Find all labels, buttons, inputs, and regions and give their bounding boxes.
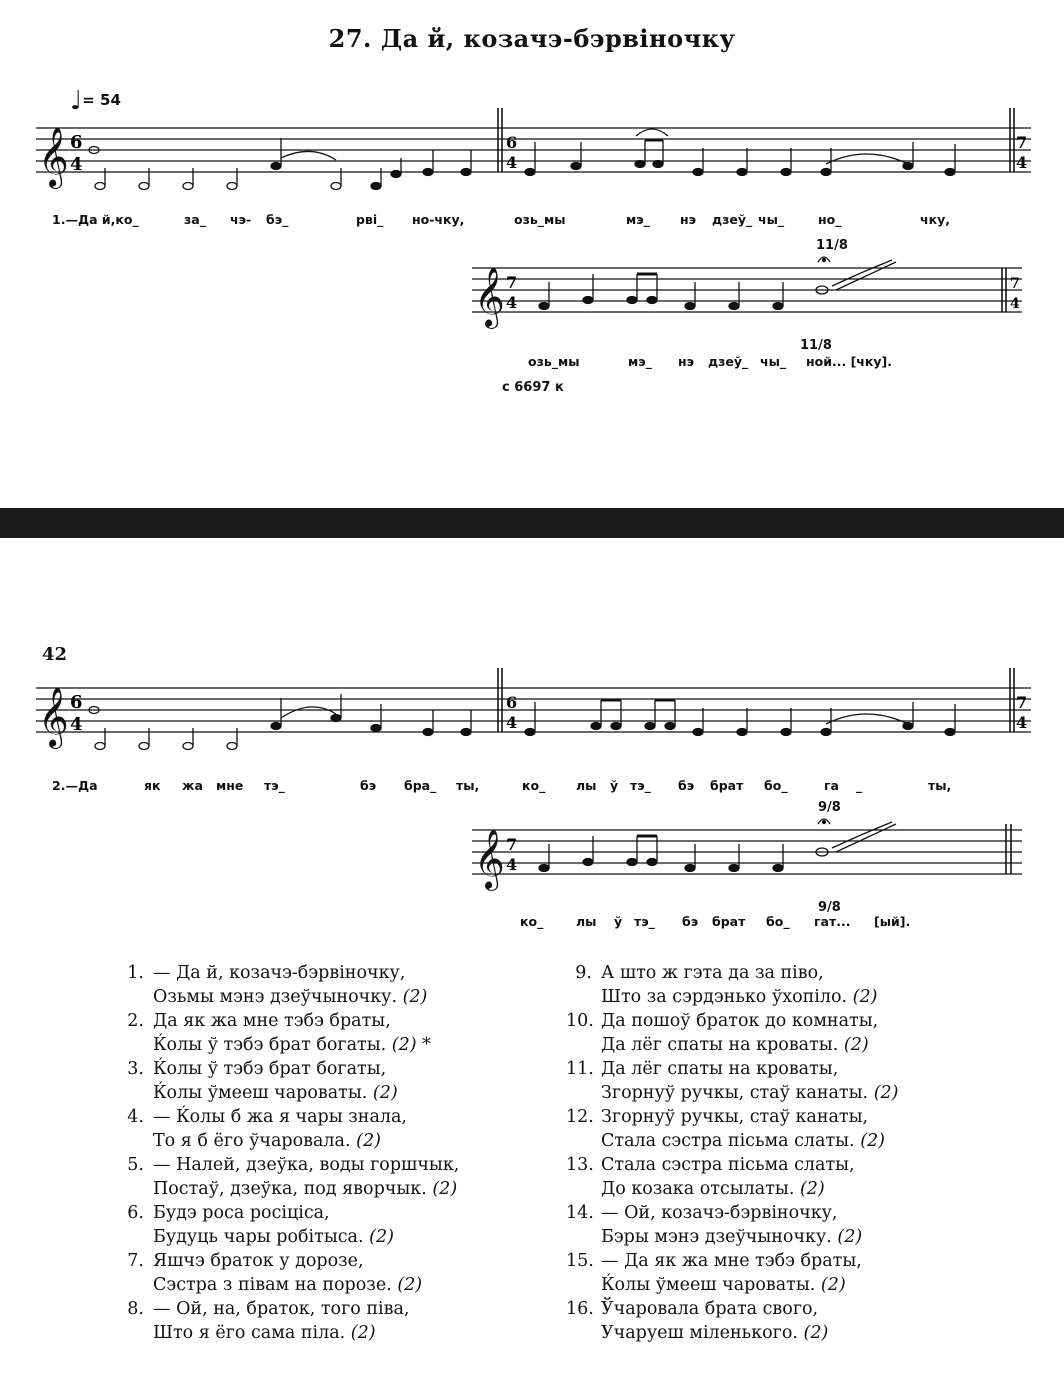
page-number: 42 bbox=[42, 644, 68, 665]
verses-left-column bbox=[118, 962, 558, 1346]
syllable: за_ bbox=[184, 212, 206, 227]
verse: 3. Ќолы ў тэбэ брат богаты, Ќолы ўмееш чароваты. (2) bbox=[127, 1059, 398, 1103]
verse: 8. — Ой, на, браток, того піва, Што я ёго сама піла. (2) bbox=[127, 1299, 410, 1343]
syllable: лы bbox=[576, 914, 597, 929]
svg-text:6: 6 bbox=[70, 692, 83, 713]
syllable: тэ_ bbox=[634, 914, 655, 929]
song-title: 27. Да й, козачэ-бэрвіночку bbox=[328, 24, 736, 53]
svg-text:4: 4 bbox=[506, 713, 518, 732]
svg-text:𝄞: 𝄞 bbox=[38, 127, 69, 187]
tempo-value: = 54 bbox=[82, 91, 121, 109]
syllable: чы_ bbox=[758, 212, 785, 227]
syllable: брат bbox=[710, 778, 744, 793]
syllable: бэ bbox=[682, 914, 699, 929]
svg-text:𝄞: 𝄞 bbox=[38, 687, 69, 747]
verse: 13. Стала сэстра пісьма слаты, До козака отсылаты. (2) bbox=[566, 1155, 855, 1199]
syllable: нэ bbox=[680, 212, 697, 227]
verse: 14. — Ой, козачэ-бэрвіночку, Бэры мэнэ дзеўчыночку. (2) bbox=[566, 1203, 863, 1247]
verse: 15. — Да як жа мне тэбэ браты, Ќолы ўмееш чароваты. (2) bbox=[566, 1251, 862, 1295]
syllable: озь_мы bbox=[528, 354, 580, 369]
svg-text:4: 4 bbox=[1016, 713, 1028, 732]
syllable: мэ_ bbox=[626, 212, 650, 227]
staff-1-row-2 bbox=[472, 252, 1032, 352]
page-divider bbox=[0, 508, 1064, 538]
lyrics-song1-row1 bbox=[52, 212, 1012, 232]
svg-text:7: 7 bbox=[506, 273, 518, 292]
svg-text:7: 7 bbox=[506, 835, 518, 854]
syllable: нэ bbox=[678, 354, 695, 369]
svg-text:6: 6 bbox=[506, 133, 518, 152]
verse: 6. Будэ роса росіціса, Будуць чары робітыса. (2) bbox=[127, 1203, 394, 1247]
fermata-label-2: 9/8 bbox=[818, 800, 841, 815]
syllable: чку, bbox=[920, 212, 950, 227]
syllable: 1.—Да й,ко_ bbox=[52, 212, 139, 227]
verse: 10. Да пошоў браток до комнаты, Да лёг спаты на кроваты. (2) bbox=[566, 1011, 879, 1055]
svg-text:4: 4 bbox=[506, 855, 518, 874]
syllable: дзеў_ bbox=[708, 354, 749, 369]
fermata-label-2-below: 9/8 bbox=[818, 900, 841, 915]
svg-text:𝄞: 𝄞 bbox=[474, 267, 505, 327]
catalog-number: с 6697 к bbox=[502, 380, 564, 395]
verse: 1. — Да й, козачэ-бэрвіночку, Озьмы мэнэ дзеўчыночку. (2) bbox=[127, 963, 428, 1007]
verses-right-column bbox=[566, 962, 1036, 1346]
syllable: дзеў_ bbox=[712, 212, 753, 227]
verse: 2. Да як жа мне тэбэ браты, Ќолы ў тэбэ брат богаты. (2) * bbox=[127, 1011, 431, 1055]
lyrics-song2-row2 bbox=[520, 914, 980, 934]
staff-2-row-2 bbox=[472, 814, 1032, 914]
syllable: ў bbox=[610, 778, 619, 793]
svg-text:7: 7 bbox=[1016, 693, 1028, 712]
syllable: лы bbox=[576, 778, 597, 793]
syllable: брат bbox=[712, 914, 746, 929]
syllable: ной... [чку]. bbox=[806, 354, 892, 369]
syllable: но-чку, bbox=[412, 212, 465, 227]
syllable: бо_ bbox=[766, 914, 790, 929]
svg-text:4: 4 bbox=[1016, 153, 1028, 172]
syllable: ко_ bbox=[520, 914, 544, 929]
syllable: мэ_ bbox=[628, 354, 652, 369]
syllable: чы_ bbox=[760, 354, 787, 369]
syllable: 2.—Да bbox=[52, 778, 98, 793]
verse: 9. А што ж гэта да за піво, Што за сэрдэнько ўхопіло. (2) bbox=[575, 963, 878, 1007]
syllable: бэ bbox=[360, 778, 377, 793]
syllable: но_ bbox=[818, 212, 842, 227]
quarter-note-icon: ♩ bbox=[70, 86, 83, 116]
svg-text:4: 4 bbox=[1010, 296, 1020, 312]
syllable: бэ bbox=[678, 778, 695, 793]
syllable: ты, bbox=[456, 778, 480, 793]
fermata-label-1-below: 11/8 bbox=[800, 338, 832, 353]
lyrics-song2-row1 bbox=[52, 778, 1012, 798]
verse: 16. Ўчаровала брата свого, Учаруеш міленького. (2) bbox=[566, 1299, 829, 1343]
lyrics-song1-row2 bbox=[528, 354, 988, 374]
svg-text:4: 4 bbox=[70, 714, 83, 735]
svg-text:4: 4 bbox=[506, 293, 518, 312]
syllable: ко_ bbox=[522, 778, 546, 793]
syllable: мне bbox=[216, 778, 244, 793]
syllable: бо_ bbox=[764, 778, 788, 793]
verse: 5. — Налей, дзеўка, воды горшчык, Постаў, дзеўка, под яворчык. (2) bbox=[127, 1155, 460, 1199]
staff-2-row-1 bbox=[36, 668, 1036, 776]
syllable: тэ_ bbox=[264, 778, 285, 793]
svg-text:4: 4 bbox=[70, 154, 83, 175]
syllable: чэ- bbox=[230, 212, 252, 227]
fermata-label-1: 11/8 bbox=[816, 238, 848, 253]
svg-text:6: 6 bbox=[70, 132, 83, 153]
syllable: тэ_ bbox=[630, 778, 651, 793]
verse: 12. Згорнуў ручкы, стаў канаты, Стала сэстра пісьма слаты. (2) bbox=[566, 1107, 885, 1151]
staff-1-row-1 bbox=[36, 108, 1036, 216]
syllable: жа bbox=[182, 778, 203, 793]
syllable: бра_ bbox=[404, 778, 437, 793]
syllable: рві_ bbox=[356, 212, 384, 227]
verse: 11. Да лёг спаты на кроваты, Згорнуў ручкы, стаў канаты. (2) bbox=[566, 1059, 899, 1103]
svg-text:7: 7 bbox=[1010, 276, 1020, 292]
syllable: озь_мы bbox=[514, 212, 566, 227]
syllable: _ bbox=[856, 778, 863, 793]
svg-text:6: 6 bbox=[506, 693, 518, 712]
svg-text:𝄞: 𝄞 bbox=[474, 829, 505, 889]
syllable: ты, bbox=[928, 778, 952, 793]
verse: 7. Яшчэ браток у дорозе, Сэстра з півам на порозе. (2) bbox=[127, 1251, 423, 1295]
syllable: [ый]. bbox=[874, 914, 911, 929]
svg-text:4: 4 bbox=[506, 153, 518, 172]
syllable: гат... bbox=[814, 914, 851, 929]
syllable: як bbox=[144, 778, 161, 793]
syllable: ў bbox=[614, 914, 623, 929]
verse: 4. — Ќолы б жа я чары знала, То я б ёго ўчаровала. (2) bbox=[127, 1107, 407, 1151]
syllable: га bbox=[824, 778, 839, 793]
svg-text:7: 7 bbox=[1016, 133, 1028, 152]
syllable: бэ_ bbox=[266, 212, 289, 227]
